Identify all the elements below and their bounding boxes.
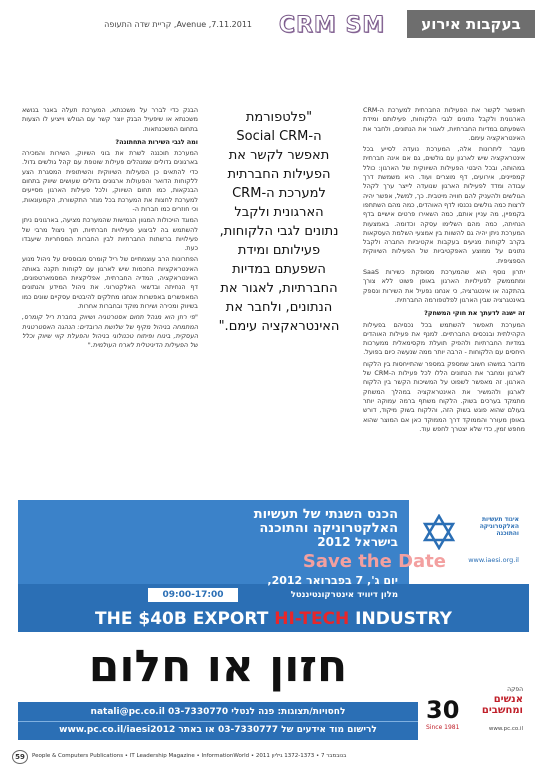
page-number: 59 [12,750,28,764]
ad-headline: חזון או חלום [88,641,348,692]
conference-title-line: הכנס השנתי של תעשיות [253,507,398,522]
paragraph: יתרון נוסף הוא שהמערכת מסופקת כשירות SaaS ומתממשק לפעילויות הארגון באופן פשוט ללא צורך בהתקנה או אינטגרציה, כי אנחנו נפעיל את השירות ונספק באינטגרציה שבין הארגון לפלטפורמה החברתית. [363,268,525,304]
page-header [12,10,535,40]
pull-quote-line: תאפשר לקשר את [228,148,330,163]
logo-text: CRM SM [278,12,386,38]
pull-quote [208,108,350,336]
page-footer [12,750,535,764]
article-right-column [363,106,525,492]
publisher-panel [418,632,529,740]
paragraph: מדובר במשהו חשוב שמספק במספר שהתייחסות בין הלקוח לארגון ומחבר את הנתונים הללו לכל פעילות ה-CRM של הארגון. זה מאפשר לשפוט על המשיכות הקשר בין הלקוח לארגון ולהמשיר את האינטראקציה במהלך המשחק מתמקד בערכים בשוק. הלקוח משתף ברמה עמוקה יותר בעולם שהוא פוגש בשוק הזה, והלקוח בשוק מיקוד, דורש באופן מעורר והממוקד דרך הממוקד כאן אם המוצר שהוא מחפש זמין, כדי שלא יצטרך לחפש עוד. [363,359,525,433]
publisher-years: 30 [426,696,460,724]
dateline: Avenue ,7.11.2011, קריית שדה התעופה [104,20,252,29]
pull-quote-line: פעילותם ומידת [237,243,321,258]
conference-title-line: בישראל 2012 [317,535,398,549]
publisher-label: הפקה [507,686,523,693]
paragraph: המערכת תוכננה לשרת את בוני השיווק, השירות והמכירה בארגונים גדולים שמנהלים פעילות שוטפת עם קהל גולשים גדול. כדי להתאים כן הפעילות השיווקית והשיתופית המסגרת הצע ללקוחות הדואר והפעולות ארגונים גדולים שעושים שיווק בתחום הבנקאות, כמו תחום השיווק, ולכל פעילות הארגון מסייעים למערכת לחצות את המערכת בכל מגזר התקשורת, הקמעונאות, וכי חוזרים כמו חברות ה- [22,149,198,213]
publisher-url[interactable]: www.pc.co.il [488,726,523,732]
association-url[interactable]: www.iaesi.org.il [468,556,519,564]
event-time: 09:00-17:00 [148,588,238,602]
article-left-column [22,106,198,492]
paragraph: המערכת תאפשר להשתמש בכל נכסיהם בפעילות הקהילתית ובנכסים החברתיים. למנף את פעילות האוהדים במדיות החברתיות ולהפיק תועלת מקסימאלית ממערכות היחסים עם הלקוחות - הרבה יותר ממה שנעשה כיום בפועל. [363,320,525,357]
pull-quote-line: למערכת ה-CRM [232,186,326,201]
conference-advertisement[interactable] [18,500,529,740]
association-name: איגוד תעשיות האלקטרוניקה והתוכנה [479,516,519,537]
pull-quote-line: החברתיות, לאגור את [220,281,338,296]
pull-quote-line: ה-Social CRM [236,129,322,144]
publisher-since: Since 1981 [426,724,460,731]
conference-title-line: האלקטרוניקה והתוכנה [259,521,398,536]
paragraph: הבנק כדי לברר על משכנתא, המערכת תעלה באנר בנושא משכנתא או שיפעיל הבנק יוצר קשר עם הגולש וייציע לו הצעות בתחום המשכנתאות. [22,106,198,133]
paragraph: הפתרונות הרב עוצמתיים של ריל קומרס מבוססים על ניהול מנוע האינטראקציות החכמות שיש לארגון עם לקוחות תקנה באותה האינטראקציה, המדיה החברתית, אפליקציות המסמארטפונים, דף הנחיתה ובדשאי האלקטרוני. את ניהול המידע והנתונים המאפשרים באפשרות אנחנו מחלקים להיבטים עסקיים שונים כמו בשיווק ומכירה ושירות מוקד ובחברות אחרות. [22,255,198,310]
event-venue: מלון דיוויד אינטרקונטיננטל [290,590,398,600]
paragraph: מעבר ליתרונות אלה, המערכת נועדה לסייע בכל אינטראקציה שיש לארגון עם גולשים, גם אם אינה חברתית במהותה, ובכל היבטי הפעילות השיווקית של הארגון: כולל קמפיינים, אירועים, דף מוצרים ועוד. היא משמשת דרך עבודה ומדד לפעילות הארגון שנועדה לייצר ערך לקהל הגולשים ולהעניק להם חוויה מיטבית. כך, למשל, אפשר יהיה לרצות כמה גולשים נכנסו לדף האוהדים, כמה מהם השתתפו בקמפיין, מה עניין אותם, כמה השאירו פרטים אישיים בדף הנחיתה, כמה מהם השלימו עסקה וכדומה. באמצעות המערכת ניתן יהיה גם להשוות בין אמצעי השלמת העסקאות בקרב לקוחות מגיעים בעקבות אקטיביות החברה ולקבל נתונים על ממוצע האפקטיביות של הפעילות השיווקית הספציפית. [363,145,525,265]
conference-title [148,508,398,549]
footer-publication-line: People & Computers Publications • IT Leadership Magazine • InformationWorld • 2011 בנובמבר 7 • 1372-1373 גיליון [32,753,347,759]
sub-heading: זה ישנה לדעתך את חוקי המשחק? [424,309,525,318]
sub-heading: ומה לגבי השירות התחתונה? [115,137,198,146]
banner-suffix: INDUSTRY [349,609,452,629]
headline-panel [18,632,418,702]
banner-highlight: HI-TECH [274,609,350,629]
pull-quote-line: הארגונית ולקבל [234,205,324,220]
save-the-date: Save the Date [302,551,446,572]
paragraph: תאפשר לקשר את הפעילות החברתית למערכת ה-CRM הארגונית ולקבל נתונים לגבי הלקוחות, פעילותם ומידת השפעתם במדיות החברתיות, לאגור את הנתונים, ולחבר את האינטראקציה עימם. [363,106,525,142]
registration-info[interactable]: לרישום מוד אידעים של 03-7330777 או באתר www.pc.co.il/iaesi2012 [18,721,418,738]
pull-quote-line: נתונים לגבי הלקוחות, [219,224,339,239]
section-tag: בעקבות אירוע [407,10,535,38]
author-bio: "פי רוזן הוא מנהל תחום אסטרטגיה ושיווק בחברת ריל קומרס, המתמחה בניהול מקיף של שלושת הרובדים: הנהגה האסטרטגית העסקית, בינוח ופיתוח טכנולוגי בניהול והפעלת קווי שיווק וכלל של הפעילות הדיגיטלית לארח העולמית." [22,313,198,350]
pull-quote-line: האינטראקציה עימם." [218,319,340,334]
crm-sm-logo [262,12,402,38]
venue-row [148,588,398,602]
star-of-david-icon [421,514,457,550]
pull-quote-line: הנתונים, ולחבר את [225,300,333,315]
pull-quote-line: הפעילות החברתית [227,167,331,182]
pull-quote-line: "פלטפורמת [245,110,313,125]
banner-prefix: THE $40B EXPORT [95,609,275,629]
event-date: יום ג', 7 בפברואר 2012, [267,574,398,587]
export-industry-banner [18,608,529,630]
paragraph: המוגד הויכולות המגוון הגמישות שהמערכת מציעה, בארגונים ניתן להשתמש בה לביצוע פעילויות חברתיות, תוך ניצול מרבי של פעילויות ברשתות החברתיות לבין החברות המסחריות שיעבדו כעת. [22,216,198,253]
sponsorship-contact[interactable]: לחסויות/תצוגות: פנה לנטלי 03-7330770 natali@pc.co.il [18,704,418,721]
publisher-name: אנשים ומחשבים [481,694,523,716]
pull-quote-line: השפעתם במדיות [232,262,326,277]
